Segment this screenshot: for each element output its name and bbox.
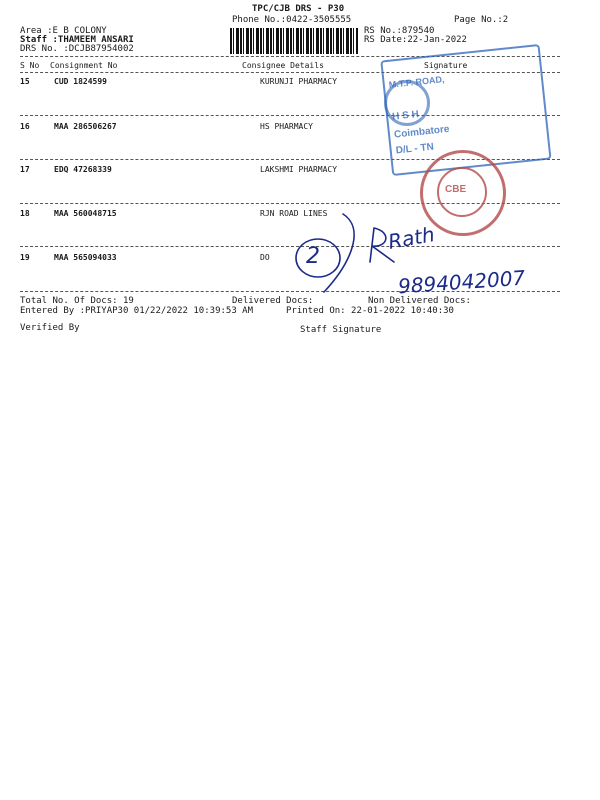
col-consignee: Consignee Details [242,61,324,70]
phone-number: Phone No.:0422-3505555 [232,15,352,25]
pharmacy-stamp: M.T.P. ROAD, H S H Coimbatore D/L - TN [380,44,551,178]
col-signature: Signature [424,61,468,70]
non-delivered-docs: Non Delivered Docs: [368,296,471,306]
row-sno: 16 [20,122,30,131]
row-sno: 17 [20,165,30,174]
circled-number: 2 [306,244,320,269]
area-label: Area :E B COLONY [20,26,107,36]
page-number: Page No.:2 [454,15,509,25]
small-seal-stamp [384,80,430,126]
row-consignment: CUD 1824599 [54,77,107,86]
row-consignment: MAA 565094033 [54,253,117,262]
col-consignment: Consignment No [50,61,118,70]
row-consignee: HS PHARMACY [260,122,313,131]
drs-number: DRS No. :DCJB87954002 [20,44,134,54]
row-consignment: EDQ 47268339 [54,165,112,174]
round-company-stamp: CBE [420,150,506,236]
row-consignment: MAA 286506267 [54,122,117,131]
row-sno: 19 [20,253,30,262]
verified-by: Verified By [20,323,80,333]
entered-by: Entered By :PRIYAP30 01/22/2022 10:39:53 AM [20,306,253,316]
rs-date: RS Date:22-Jan-2022 [364,35,467,45]
rs-number: RS No.:879540 [364,26,435,36]
row-sno: 15 [20,77,30,86]
row-sno: 18 [20,209,30,218]
handwritten-signature: Rath [386,222,437,254]
row-consignee: KURUNJI PHARMACY [260,77,338,86]
printed-on: Printed On: 22-01-2022 10:40:30 [286,306,454,316]
staff-signature: Staff Signature [300,325,382,335]
staff-label: Staff :THAMEEM ANSARI [20,35,134,45]
col-sno: S No [20,61,40,70]
barcode [230,28,358,54]
document-title: TPC/CJB DRS - P30 [252,4,345,14]
handwritten-phone: 9894042007 [397,265,526,299]
row-rule [20,246,560,247]
row-consignee: LAKSHMI PHARMACY [260,165,338,174]
row-consignment: MAA 560048715 [54,209,117,218]
row-consignee: RJN ROAD LINES [260,209,328,218]
total-docs: Total No. Of Docs: 19 [20,296,134,306]
row-consignee: DO [260,253,270,262]
delivered-docs: Delivered Docs: [232,296,314,306]
